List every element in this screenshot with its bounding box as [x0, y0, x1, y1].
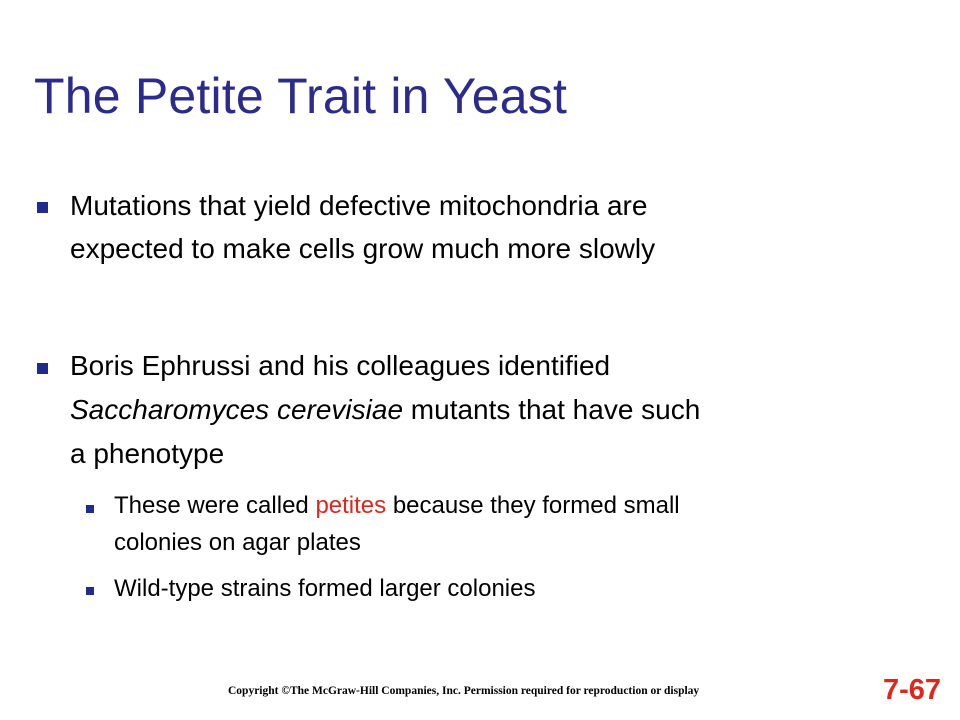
bullet-2-line-2-rest: mutants that have such	[403, 394, 701, 425]
bullet-1-line-1: Mutations that yield defective mitochondria are	[70, 190, 648, 221]
slide-title: The Petite Trait in Yeast	[34, 68, 568, 124]
subbullet-1-pre: These were called	[114, 492, 316, 519]
bullet-2-line-1: Boris Ephrussi and his colleagues identified	[70, 350, 611, 381]
copyright-notice: Copyright ©The McGraw-Hill Companies, Inc. Permission required for reproduction or display	[228, 685, 700, 697]
bullet-1-line-2: expected to make cells grow much more slowly	[70, 233, 656, 264]
subbullet-marker	[86, 587, 94, 595]
subbullet-marker	[86, 505, 94, 513]
bullet-marker	[37, 202, 48, 213]
species-name: Saccharomyces cerevisiae	[70, 394, 404, 425]
subbullet-2-text: Wild-type strains formed larger colonies	[114, 575, 536, 602]
highlight-term: petites	[315, 492, 387, 519]
subbullet-1-post: because they formed small	[386, 492, 680, 519]
bullet-2-line-3: a phenotype	[70, 438, 225, 469]
subbullet-1-line-2: colonies on agar plates	[114, 529, 361, 556]
bullet-2-line-2	[70, 390, 700, 430]
slide-number: 7-67	[883, 674, 942, 706]
subbullet-1-line-1	[114, 489, 680, 523]
bullet-marker	[37, 363, 48, 374]
